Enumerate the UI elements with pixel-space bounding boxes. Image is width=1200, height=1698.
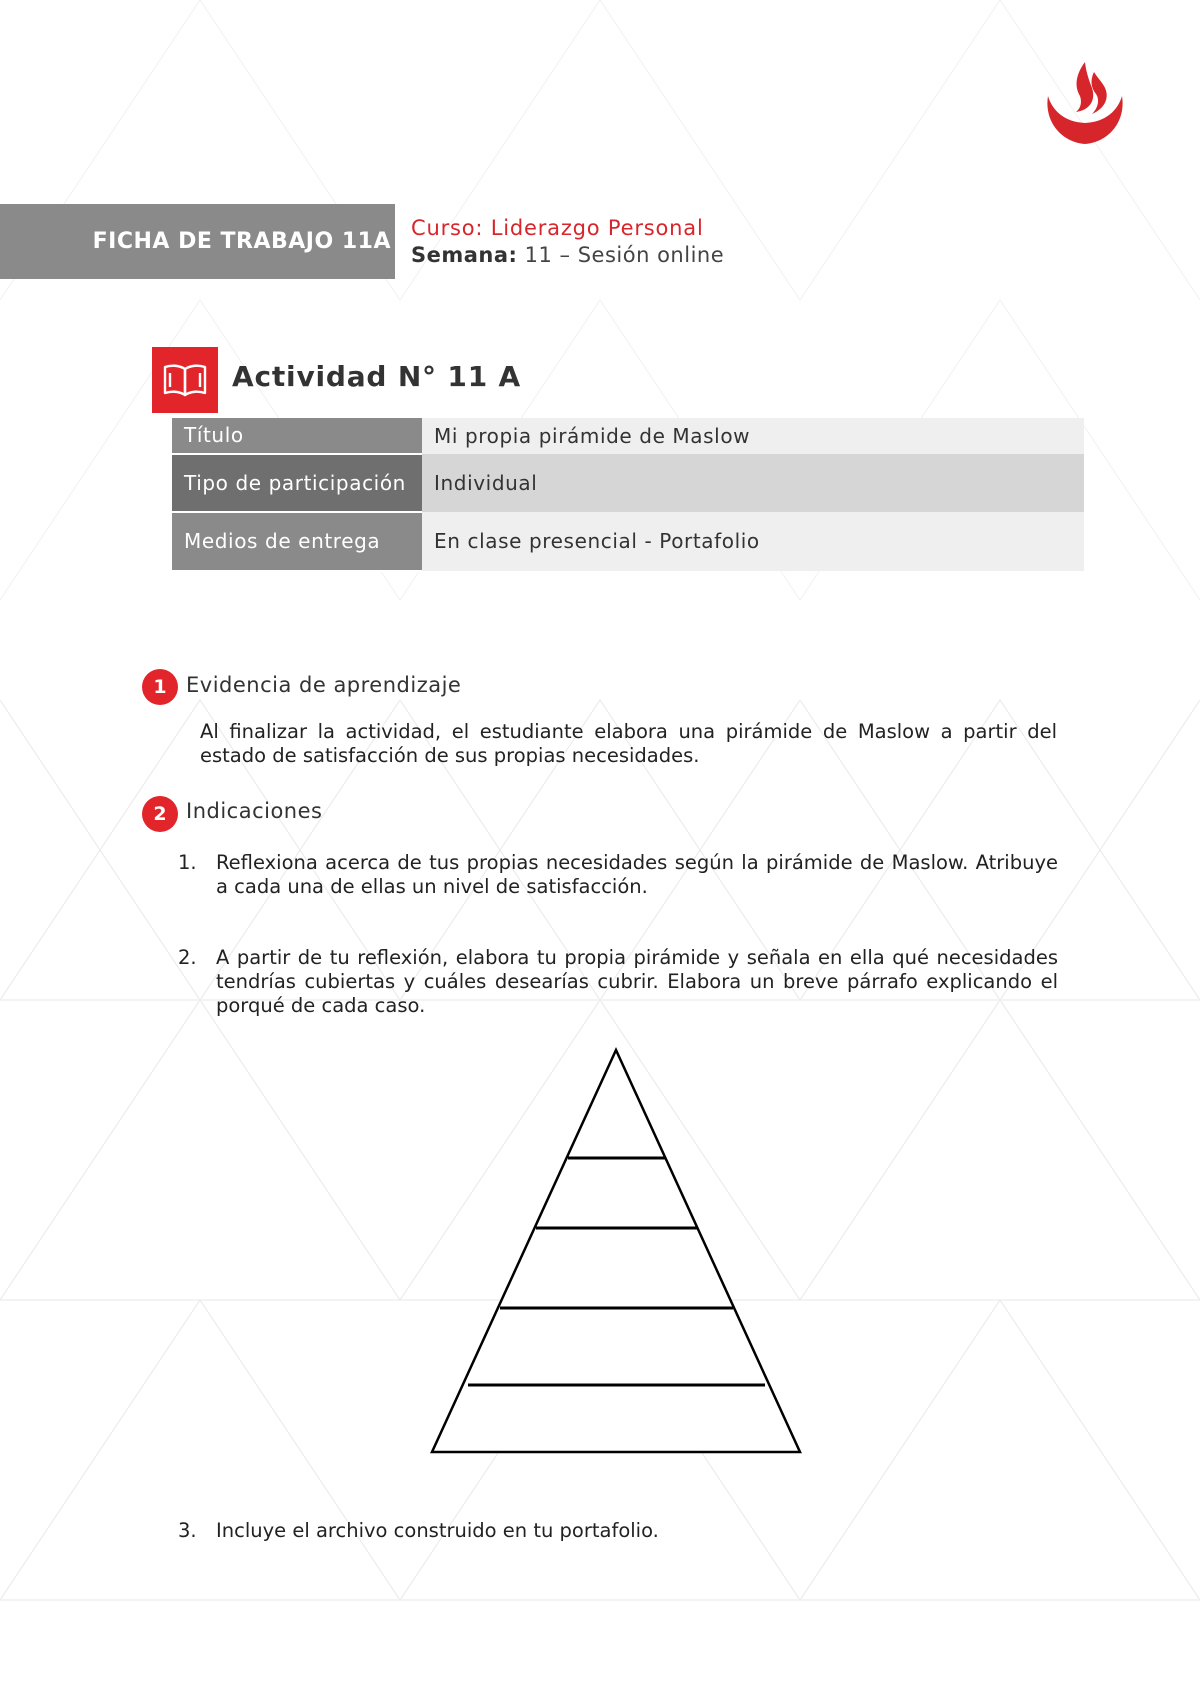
course-info	[411, 216, 724, 267]
section-title: Evidencia de aprendizaje	[186, 673, 462, 697]
row-value: Individual	[422, 454, 1084, 512]
activity-info-table	[172, 418, 1084, 572]
week-value: 11 – Sesión online	[524, 243, 725, 267]
list-item	[178, 1519, 1058, 1543]
worksheet-band	[0, 204, 395, 279]
row-value: En clase presencial - Portafolio	[422, 512, 1084, 571]
table-row	[172, 418, 1084, 454]
course-name: Curso: Liderazgo Personal	[411, 216, 704, 240]
row-value: Mi propia pirámide de Maslow	[422, 418, 1084, 454]
list-item	[178, 946, 1058, 1018]
list-item	[178, 851, 1058, 899]
list-text: Reflexiona acerca de tus propias necesidades según la pirámide de Maslow. Atribuye a cada una de ellas un nivel de satisfacción.	[216, 851, 1058, 898]
activity-title: Actividad N° 11 A	[232, 360, 521, 393]
week-info	[411, 243, 724, 267]
list-number: 1.	[178, 851, 197, 874]
list-number: 2.	[178, 946, 197, 969]
section-number-badge: 1	[142, 669, 178, 705]
table-row	[172, 454, 1084, 512]
list-text: Incluye el archivo construido en tu portafolio.	[216, 1519, 659, 1542]
row-label: Medios de entrega	[172, 512, 422, 571]
maslow-pyramid-drawing	[420, 1040, 810, 1460]
list-text: A partir de tu reflexión, elabora tu propia pirámide y señala en ella qué necesidades tendrías cubiertas y cuáles desearías cubrir. Elabora un breve párrafo explicando el porqué de cada caso.	[216, 946, 1058, 1017]
learning-evidence-text: Al finalizar la actividad, el estudiante elabora una pirámide de Maslow a partir del estado de satisfacción de sus propias necesidades.	[200, 720, 1057, 767]
worksheet-title: FICHA DE TRABAJO 11A	[92, 229, 391, 254]
table-row	[172, 512, 1084, 571]
university-logo	[1040, 58, 1130, 150]
row-label: Tipo de participación	[172, 454, 422, 512]
week-label: Semana:	[411, 243, 518, 267]
section-title: Indicaciones	[186, 799, 323, 823]
row-label: Título	[172, 418, 422, 454]
section-number-badge: 2	[142, 796, 178, 832]
open-book-icon	[152, 347, 218, 413]
list-number: 3.	[178, 1519, 197, 1542]
